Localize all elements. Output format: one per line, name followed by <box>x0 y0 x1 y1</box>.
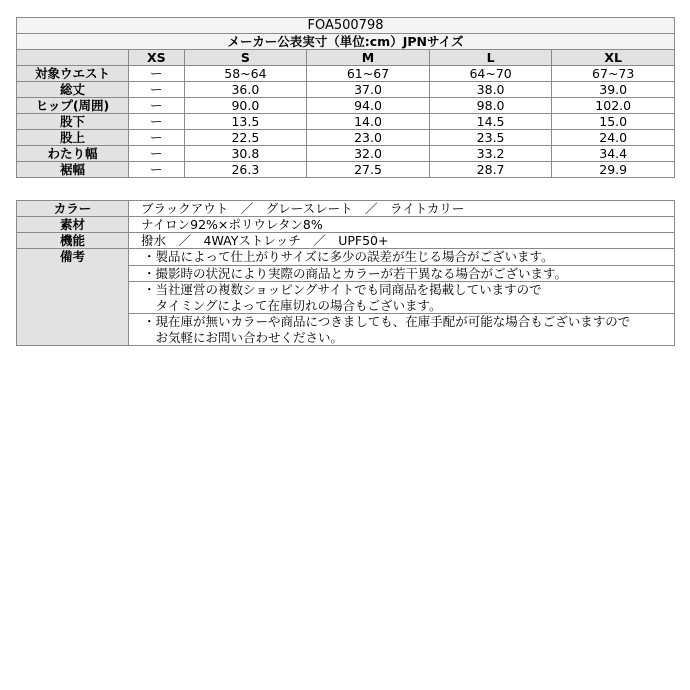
product-code: FOA500798 <box>17 18 675 34</box>
table-cell: 36.0 <box>184 82 307 98</box>
size-table-heading: メーカー公表実寸（単位:cm）JPNサイズ <box>17 34 675 50</box>
table-row <box>17 114 675 130</box>
table-cell: 13.5 <box>184 114 307 130</box>
note-item <box>129 249 675 266</box>
note-line: ・撮影時の状況により実際の商品とカラーが若干異なる場合がございます。 <box>143 265 568 281</box>
table-row <box>17 162 675 178</box>
color-label: カラー <box>17 201 129 217</box>
table-cell: 90.0 <box>184 98 307 114</box>
size-header: XL <box>552 50 675 66</box>
table-cell: 24.0 <box>552 130 675 146</box>
note-item <box>129 265 675 282</box>
table-cell: 39.0 <box>552 82 675 98</box>
table-cell: 32.0 <box>307 146 430 162</box>
note-item <box>129 314 675 346</box>
table-cell: 15.0 <box>552 114 675 130</box>
note-line: お気軽にお問い合わせください。 <box>143 329 344 345</box>
info-row-color <box>17 201 675 217</box>
table-cell: 22.5 <box>184 130 307 146</box>
table-row <box>17 130 675 146</box>
table-cell: 64~70 <box>429 66 552 82</box>
notes-label: 備考 <box>17 249 129 346</box>
table-cell: 61~67 <box>307 66 430 82</box>
info-row-material <box>17 217 675 233</box>
corner-cell <box>17 50 129 66</box>
info-row-function <box>17 233 675 249</box>
note-line: ・製品によって仕上がりサイズに多少の誤差が生じる場合がございます。 <box>143 249 554 264</box>
table-cell: 102.0 <box>552 98 675 114</box>
table-cell: 26.3 <box>184 162 307 178</box>
table-cell: ー <box>129 114 185 130</box>
table-row <box>17 98 675 114</box>
row-label: 股上 <box>17 130 129 146</box>
size-header: S <box>184 50 307 66</box>
material-value: ナイロン92%×ポリウレタン8% <box>129 217 675 233</box>
table-cell: 29.9 <box>552 162 675 178</box>
table-cell: 27.5 <box>307 162 430 178</box>
table-cell: ー <box>129 146 185 162</box>
size-header-row <box>17 50 675 66</box>
color-value: ブラックアウト ／ グレースレート ／ ライトカリー <box>129 201 675 217</box>
table-cell: 14.5 <box>429 114 552 130</box>
function-label: 機能 <box>17 233 129 249</box>
note-line: ・当社運営の複数ショッピングサイトでも同商品を掲載していますので <box>143 282 542 297</box>
table-cell: ー <box>129 130 185 146</box>
row-label: 股下 <box>17 114 129 130</box>
table-cell: 94.0 <box>307 98 430 114</box>
row-label: 対象ウエスト <box>17 66 129 82</box>
product-info-table <box>16 200 675 346</box>
table-cell: 14.0 <box>307 114 430 130</box>
size-header: L <box>429 50 552 66</box>
table-cell: 23.0 <box>307 130 430 146</box>
table-cell: 37.0 <box>307 82 430 98</box>
table-cell: ー <box>129 82 185 98</box>
table-row <box>17 146 675 162</box>
table-row <box>17 82 675 98</box>
table-cell: ー <box>129 66 185 82</box>
row-label: 裾幅 <box>17 162 129 178</box>
table-cell: ー <box>129 162 185 178</box>
table-cell: 58~64 <box>184 66 307 82</box>
table-cell: 38.0 <box>429 82 552 98</box>
function-value: 撥水 ／ 4WAYストレッチ ／ UPF50+ <box>129 233 675 249</box>
row-label: ヒップ(周囲) <box>17 98 129 114</box>
table-row <box>17 66 675 82</box>
table-cell: 98.0 <box>429 98 552 114</box>
size-header: XS <box>129 50 185 66</box>
table-cell: 67~73 <box>552 66 675 82</box>
table-cell: 23.5 <box>429 130 552 146</box>
info-row-notes <box>17 249 675 266</box>
size-table <box>16 17 675 178</box>
note-line: タイミングによって在庫切れの場合もございます。 <box>143 297 442 313</box>
table-cell: ー <box>129 98 185 114</box>
table-cell: 30.8 <box>184 146 307 162</box>
row-label: わたり幅 <box>17 146 129 162</box>
note-item <box>129 282 675 314</box>
row-label: 総丈 <box>17 82 129 98</box>
table-cell: 28.7 <box>429 162 552 178</box>
material-label: 素材 <box>17 217 129 233</box>
table-cell: 33.2 <box>429 146 552 162</box>
table-cell: 34.4 <box>552 146 675 162</box>
note-line: ・現在庫が無いカラーや商品につきましても、在庫手配が可能な場合もございますので <box>143 314 631 329</box>
size-header: M <box>307 50 430 66</box>
